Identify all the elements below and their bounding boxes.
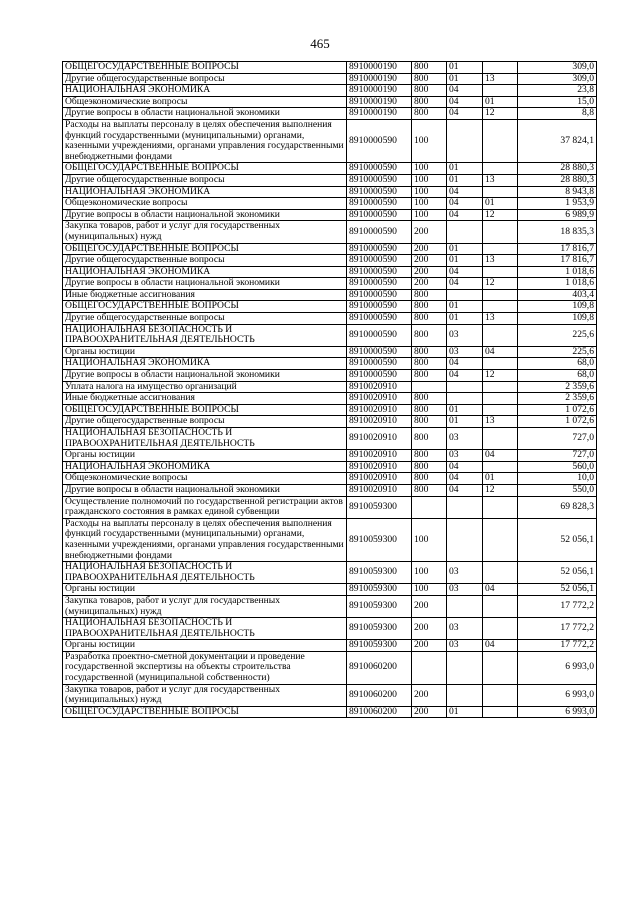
row-target-code-cell: 8910020910 — [347, 404, 412, 416]
row-expense-type-cell: 800 — [412, 370, 447, 382]
table-row — [63, 108, 597, 120]
row-expense-type-cell: 800 — [412, 428, 447, 450]
row-expense-type-cell: 200 — [412, 684, 447, 706]
row-expense-type-cell: 800 — [412, 85, 447, 97]
table-row — [63, 119, 597, 162]
table-row — [63, 404, 597, 416]
row-target-code-cell: 8910000590 — [347, 313, 412, 325]
row-expense-type-cell: 800 — [412, 108, 447, 120]
row-section-cell — [447, 289, 483, 301]
table-row — [63, 209, 597, 221]
row-target-code-cell: 8910000590 — [347, 358, 412, 370]
table-row — [63, 584, 597, 596]
row-expense-type-cell: 200 — [412, 640, 447, 652]
row-target-code-cell: 8910000590 — [347, 301, 412, 313]
row-target-code-cell: 8910000590 — [347, 266, 412, 278]
row-subsection-cell — [483, 62, 518, 74]
row-expense-type-cell: 800 — [412, 473, 447, 485]
table-row — [63, 461, 597, 473]
row-subsection-cell: 04 — [483, 346, 518, 358]
row-section-cell: 03 — [447, 562, 483, 584]
row-section-cell: 04 — [447, 266, 483, 278]
table-row — [63, 651, 597, 684]
row-section-cell: 01 — [447, 404, 483, 416]
row-expense-type-cell: 800 — [412, 62, 447, 74]
row-subsection-cell — [483, 562, 518, 584]
row-amount-cell: 17 772,2 — [518, 595, 597, 617]
row-subsection-cell: 01 — [483, 198, 518, 210]
row-section-cell: 01 — [447, 243, 483, 255]
row-amount-cell: 37 824,1 — [518, 119, 597, 162]
row-expense-type-cell: 200 — [412, 278, 447, 290]
row-amount-cell: 17 816,7 — [518, 255, 597, 267]
row-target-code-cell: 8910000190 — [347, 96, 412, 108]
row-subsection-cell: 04 — [483, 640, 518, 652]
row-expense-type-cell: 200 — [412, 243, 447, 255]
row-name-cell: Другие общегосударственные вопросы — [63, 313, 347, 325]
row-name-cell: Другие вопросы в области национальной экономики — [63, 484, 347, 496]
table-row — [63, 289, 597, 301]
table-row — [63, 393, 597, 405]
row-amount-cell: 2 359,6 — [518, 381, 597, 393]
row-target-code-cell: 8910000590 — [347, 346, 412, 358]
row-subsection-cell — [483, 496, 518, 518]
row-amount-cell: 15,0 — [518, 96, 597, 108]
table-row — [63, 266, 597, 278]
row-expense-type-cell: 800 — [412, 461, 447, 473]
row-subsection-cell — [483, 266, 518, 278]
row-amount-cell: 550,0 — [518, 484, 597, 496]
row-section-cell: 04 — [447, 85, 483, 97]
row-target-code-cell: 8910000590 — [347, 255, 412, 267]
row-name-cell: Другие общегосударственные вопросы — [63, 416, 347, 428]
table-row — [63, 85, 597, 97]
row-section-cell: 01 — [447, 313, 483, 325]
row-expense-type-cell: 100 — [412, 119, 447, 162]
row-expense-type-cell: 800 — [412, 484, 447, 496]
row-name-cell: НАЦИОНАЛЬНАЯ БЕЗОПАСНОСТЬ И ПРАВООХРАНИТЕЛЬНАЯ ДЕЯТЕЛЬНОСТЬ — [63, 428, 347, 450]
row-name-cell: ОБЩЕГОСУДАРСТВЕННЫЕ ВОПРОСЫ — [63, 706, 347, 718]
budget-table-body — [63, 62, 597, 718]
table-row — [63, 62, 597, 74]
row-subsection-cell — [483, 404, 518, 416]
row-name-cell: Другие вопросы в области национальной экономики — [63, 108, 347, 120]
row-expense-type-cell: 800 — [412, 313, 447, 325]
page-number: 465 — [310, 36, 330, 51]
table-row — [63, 255, 597, 267]
row-subsection-cell — [483, 381, 518, 393]
row-amount-cell: 17 772,2 — [518, 618, 597, 640]
row-name-cell: Закупка товаров, работ и услуг для государственных (муниципальных) нужд — [63, 595, 347, 617]
row-amount-cell: 52 056,1 — [518, 562, 597, 584]
row-name-cell: ОБЩЕГОСУДАРСТВЕННЫЕ ВОПРОСЫ — [63, 301, 347, 313]
row-subsection-cell — [483, 428, 518, 450]
row-name-cell: Органы юстиции — [63, 584, 347, 596]
table-row — [63, 618, 597, 640]
row-subsection-cell — [483, 289, 518, 301]
row-name-cell: ОБЩЕГОСУДАРСТВЕННЫЕ ВОПРОСЫ — [63, 163, 347, 175]
row-name-cell: Органы юстиции — [63, 346, 347, 358]
row-section-cell: 03 — [447, 640, 483, 652]
row-amount-cell: 17 816,7 — [518, 243, 597, 255]
table-row — [63, 684, 597, 706]
row-target-code-cell: 8910000590 — [347, 163, 412, 175]
row-target-code-cell: 8910059300 — [347, 584, 412, 596]
row-subsection-cell — [483, 163, 518, 175]
row-target-code-cell: 8910020910 — [347, 484, 412, 496]
row-name-cell: Иные бюджетные ассигнования — [63, 393, 347, 405]
row-section-cell: 04 — [447, 484, 483, 496]
row-expense-type-cell: 800 — [412, 346, 447, 358]
row-target-code-cell: 8910020910 — [347, 428, 412, 450]
row-name-cell: ОБЩЕГОСУДАРСТВЕННЫЕ ВОПРОСЫ — [63, 62, 347, 74]
row-subsection-cell: 04 — [483, 584, 518, 596]
row-subsection-cell: 01 — [483, 96, 518, 108]
table-row — [63, 73, 597, 85]
row-amount-cell: 403,4 — [518, 289, 597, 301]
row-target-code-cell: 8910020910 — [347, 381, 412, 393]
row-amount-cell: 17 772,2 — [518, 640, 597, 652]
row-amount-cell: 1 953,9 — [518, 198, 597, 210]
table-row — [63, 324, 597, 346]
row-amount-cell: 6 993,0 — [518, 684, 597, 706]
row-expense-type-cell: 200 — [412, 595, 447, 617]
row-expense-type-cell: 200 — [412, 706, 447, 718]
row-section-cell — [447, 221, 483, 243]
row-expense-type-cell: 100 — [412, 198, 447, 210]
row-expense-type-cell: 200 — [412, 266, 447, 278]
row-target-code-cell: 8910000590 — [347, 119, 412, 162]
row-section-cell: 01 — [447, 301, 483, 313]
row-amount-cell: 225,6 — [518, 346, 597, 358]
table-row — [63, 346, 597, 358]
row-amount-cell: 8 943,8 — [518, 186, 597, 198]
row-name-cell: Расходы на выплаты персоналу в целях обеспечения выполнения функций государственными (муниципальными) органами, казенными учреждениями, органами управления государственными внебюджетными фондами — [63, 518, 347, 561]
row-section-cell: 03 — [447, 450, 483, 462]
row-section-cell: 03 — [447, 618, 483, 640]
row-subsection-cell: 12 — [483, 108, 518, 120]
row-subsection-cell — [483, 324, 518, 346]
row-name-cell: Уплата налога на имущество организаций — [63, 381, 347, 393]
row-amount-cell: 69 828,3 — [518, 496, 597, 518]
table-row — [63, 313, 597, 325]
row-section-cell — [447, 381, 483, 393]
row-expense-type-cell: 800 — [412, 450, 447, 462]
row-subsection-cell — [483, 301, 518, 313]
table-row — [63, 174, 597, 186]
row-subsection-cell — [483, 243, 518, 255]
table-row — [63, 706, 597, 718]
table-row — [63, 358, 597, 370]
table-row — [63, 562, 597, 584]
table-row — [63, 518, 597, 561]
row-target-code-cell: 8910000590 — [347, 370, 412, 382]
table-row — [63, 243, 597, 255]
row-name-cell: Другие общегосударственные вопросы — [63, 73, 347, 85]
row-name-cell: НАЦИОНАЛЬНАЯ ЭКОНОМИКА — [63, 461, 347, 473]
row-section-cell: 01 — [447, 255, 483, 267]
row-section-cell — [447, 393, 483, 405]
row-target-code-cell: 8910020910 — [347, 416, 412, 428]
row-name-cell: Общеэкономические вопросы — [63, 198, 347, 210]
row-name-cell: НАЦИОНАЛЬНАЯ ЭКОНОМИКА — [63, 85, 347, 97]
row-target-code-cell: 8910020910 — [347, 461, 412, 473]
row-expense-type-cell: 200 — [412, 618, 447, 640]
row-subsection-cell — [483, 119, 518, 162]
row-name-cell: Органы юстиции — [63, 640, 347, 652]
row-subsection-cell: 12 — [483, 278, 518, 290]
row-amount-cell: 2 359,6 — [518, 393, 597, 405]
row-target-code-cell: 8910000590 — [347, 198, 412, 210]
row-subsection-cell: 01 — [483, 473, 518, 485]
row-expense-type-cell: 100 — [412, 174, 447, 186]
row-expense-type-cell: 800 — [412, 73, 447, 85]
row-name-cell: НАЦИОНАЛЬНАЯ БЕЗОПАСНОСТЬ И ПРАВООХРАНИТЕЛЬНАЯ ДЕЯТЕЛЬНОСТЬ — [63, 562, 347, 584]
row-target-code-cell: 8910000190 — [347, 108, 412, 120]
row-subsection-cell — [483, 595, 518, 617]
table-row — [63, 381, 597, 393]
row-target-code-cell: 8910020910 — [347, 473, 412, 485]
table-row — [63, 370, 597, 382]
row-section-cell: 03 — [447, 584, 483, 596]
row-name-cell: Другие вопросы в области национальной экономики — [63, 370, 347, 382]
row-subsection-cell: 12 — [483, 370, 518, 382]
row-expense-type-cell: 800 — [412, 358, 447, 370]
row-section-cell: 01 — [447, 62, 483, 74]
row-name-cell: Общеэкономические вопросы — [63, 96, 347, 108]
row-section-cell: 01 — [447, 73, 483, 85]
row-target-code-cell: 8910060200 — [347, 684, 412, 706]
row-section-cell: 03 — [447, 346, 483, 358]
row-amount-cell: 109,8 — [518, 313, 597, 325]
row-subsection-cell — [483, 518, 518, 561]
row-section-cell: 04 — [447, 461, 483, 473]
row-subsection-cell — [483, 221, 518, 243]
row-expense-type-cell — [412, 651, 447, 684]
row-amount-cell: 28 880,3 — [518, 163, 597, 175]
table-row — [63, 595, 597, 617]
row-subsection-cell: 04 — [483, 450, 518, 462]
row-expense-type-cell: 800 — [412, 404, 447, 416]
table-row — [63, 163, 597, 175]
row-section-cell: 03 — [447, 428, 483, 450]
row-target-code-cell: 8910020910 — [347, 450, 412, 462]
row-section-cell: 04 — [447, 209, 483, 221]
row-section-cell: 04 — [447, 358, 483, 370]
row-name-cell: Другие вопросы в области национальной экономики — [63, 209, 347, 221]
row-amount-cell: 28 880,3 — [518, 174, 597, 186]
row-name-cell: Разработка проектно-сметной документации и проведение государственной экспертизы на объекты строительства государственной (муниципальной собственности) — [63, 651, 347, 684]
row-expense-type-cell: 100 — [412, 584, 447, 596]
row-target-code-cell: 8910000590 — [347, 209, 412, 221]
row-expense-type-cell: 800 — [412, 416, 447, 428]
row-expense-type-cell: 800 — [412, 289, 447, 301]
row-subsection-cell: 12 — [483, 484, 518, 496]
row-name-cell: НАЦИОНАЛЬНАЯ ЭКОНОМИКА — [63, 186, 347, 198]
row-section-cell — [447, 119, 483, 162]
row-expense-type-cell — [412, 381, 447, 393]
row-target-code-cell: 8910059300 — [347, 562, 412, 584]
row-target-code-cell: 8910000590 — [347, 221, 412, 243]
row-name-cell: НАЦИОНАЛЬНАЯ ЭКОНОМИКА — [63, 266, 347, 278]
row-subsection-cell — [483, 358, 518, 370]
row-expense-type-cell: 100 — [412, 163, 447, 175]
row-section-cell: 01 — [447, 174, 483, 186]
row-target-code-cell: 8910059300 — [347, 618, 412, 640]
row-target-code-cell: 8910060200 — [347, 706, 412, 718]
row-amount-cell: 68,0 — [518, 370, 597, 382]
row-target-code-cell: 8910000590 — [347, 186, 412, 198]
budget-table — [62, 61, 597, 718]
row-name-cell: НАЦИОНАЛЬНАЯ ЭКОНОМИКА — [63, 358, 347, 370]
row-target-code-cell: 8910000190 — [347, 62, 412, 74]
row-section-cell: 01 — [447, 163, 483, 175]
row-section-cell — [447, 595, 483, 617]
row-expense-type-cell: 800 — [412, 324, 447, 346]
row-amount-cell: 560,0 — [518, 461, 597, 473]
row-section-cell: 04 — [447, 278, 483, 290]
row-section-cell: 04 — [447, 96, 483, 108]
row-subsection-cell — [483, 684, 518, 706]
row-name-cell: Осуществление полномочий по государственной регистрации актов гражданского состояния в рамках единой субвенции — [63, 496, 347, 518]
row-expense-type-cell: 800 — [412, 96, 447, 108]
row-amount-cell: 10,0 — [518, 473, 597, 485]
row-name-cell: НАЦИОНАЛЬНАЯ БЕЗОПАСНОСТЬ И ПРАВООХРАНИТЕЛЬНАЯ ДЕЯТЕЛЬНОСТЬ — [63, 618, 347, 640]
row-amount-cell: 6 989,9 — [518, 209, 597, 221]
table-row — [63, 416, 597, 428]
row-amount-cell: 18 835,3 — [518, 221, 597, 243]
row-amount-cell: 727,0 — [518, 428, 597, 450]
row-target-code-cell: 8910020910 — [347, 393, 412, 405]
row-expense-type-cell: 200 — [412, 221, 447, 243]
row-amount-cell: 1 072,6 — [518, 404, 597, 416]
row-amount-cell: 23,8 — [518, 85, 597, 97]
table-row — [63, 186, 597, 198]
row-target-code-cell: 8910059300 — [347, 518, 412, 561]
row-subsection-cell — [483, 618, 518, 640]
row-subsection-cell — [483, 186, 518, 198]
row-amount-cell: 1 072,6 — [518, 416, 597, 428]
table-row — [63, 473, 597, 485]
table-row — [63, 640, 597, 652]
row-expense-type-cell: 800 — [412, 301, 447, 313]
row-section-cell: 04 — [447, 108, 483, 120]
row-name-cell: Иные бюджетные ассигнования — [63, 289, 347, 301]
row-amount-cell: 309,0 — [518, 62, 597, 74]
row-subsection-cell — [483, 651, 518, 684]
row-subsection-cell: 13 — [483, 313, 518, 325]
row-section-cell: 01 — [447, 706, 483, 718]
row-amount-cell: 309,0 — [518, 73, 597, 85]
row-name-cell: Закупка товаров, работ и услуг для государственных (муниципальных) нужд — [63, 684, 347, 706]
table-row — [63, 96, 597, 108]
row-amount-cell: 1 018,6 — [518, 278, 597, 290]
table-row — [63, 198, 597, 210]
row-target-code-cell: 8910000590 — [347, 174, 412, 186]
table-row — [63, 484, 597, 496]
row-expense-type-cell: 200 — [412, 255, 447, 267]
row-name-cell: ОБЩЕГОСУДАРСТВЕННЫЕ ВОПРОСЫ — [63, 404, 347, 416]
row-target-code-cell: 8910000590 — [347, 289, 412, 301]
row-target-code-cell: 8910000190 — [347, 73, 412, 85]
row-name-cell: Органы юстиции — [63, 450, 347, 462]
row-section-cell — [447, 684, 483, 706]
row-section-cell — [447, 518, 483, 561]
row-name-cell: Закупка товаров, работ и услуг для государственных (муниципальных) нужд — [63, 221, 347, 243]
row-expense-type-cell: 100 — [412, 209, 447, 221]
row-subsection-cell — [483, 461, 518, 473]
row-section-cell — [447, 496, 483, 518]
row-amount-cell: 727,0 — [518, 450, 597, 462]
row-expense-type-cell: 100 — [412, 518, 447, 561]
row-name-cell: Другие вопросы в области национальной экономики — [63, 278, 347, 290]
row-subsection-cell — [483, 85, 518, 97]
row-section-cell: 04 — [447, 473, 483, 485]
row-amount-cell: 68,0 — [518, 358, 597, 370]
row-name-cell: ОБЩЕГОСУДАРСТВЕННЫЕ ВОПРОСЫ — [63, 243, 347, 255]
row-expense-type-cell: 100 — [412, 186, 447, 198]
row-section-cell: 01 — [447, 416, 483, 428]
row-target-code-cell: 8910000590 — [347, 324, 412, 346]
row-expense-type-cell: 100 — [412, 562, 447, 584]
row-subsection-cell: 13 — [483, 174, 518, 186]
row-target-code-cell: 8910000190 — [347, 85, 412, 97]
table-row — [63, 450, 597, 462]
table-row — [63, 221, 597, 243]
row-amount-cell: 6 993,0 — [518, 706, 597, 718]
table-row — [63, 428, 597, 450]
row-subsection-cell: 13 — [483, 73, 518, 85]
table-row — [63, 496, 597, 518]
row-subsection-cell — [483, 393, 518, 405]
row-section-cell — [447, 651, 483, 684]
row-target-code-cell: 8910059300 — [347, 496, 412, 518]
row-subsection-cell: 12 — [483, 209, 518, 221]
row-name-cell: Общеэкономические вопросы — [63, 473, 347, 485]
row-name-cell: НАЦИОНАЛЬНАЯ БЕЗОПАСНОСТЬ И ПРАВООХРАНИТЕЛЬНАЯ ДЕЯТЕЛЬНОСТЬ — [63, 324, 347, 346]
row-amount-cell: 1 018,6 — [518, 266, 597, 278]
row-target-code-cell: 8910000590 — [347, 278, 412, 290]
row-subsection-cell: 13 — [483, 255, 518, 267]
table-row — [63, 278, 597, 290]
row-target-code-cell: 8910059300 — [347, 595, 412, 617]
table-row — [63, 301, 597, 313]
row-section-cell: 04 — [447, 370, 483, 382]
row-subsection-cell: 13 — [483, 416, 518, 428]
row-amount-cell: 6 993,0 — [518, 651, 597, 684]
row-section-cell: 03 — [447, 324, 483, 346]
row-target-code-cell: 8910000590 — [347, 243, 412, 255]
row-amount-cell: 109,8 — [518, 301, 597, 313]
row-amount-cell: 52 056,1 — [518, 518, 597, 561]
row-target-code-cell: 8910060200 — [347, 651, 412, 684]
row-expense-type-cell — [412, 496, 447, 518]
row-name-cell: Другие общегосударственные вопросы — [63, 174, 347, 186]
row-expense-type-cell: 800 — [412, 393, 447, 405]
row-name-cell: Расходы на выплаты персоналу в целях обеспечения выполнения функций государственными (муниципальными) органами, казенными учреждениями, органами управления государственными внебюджетными фондами — [63, 119, 347, 162]
row-section-cell: 04 — [447, 198, 483, 210]
row-amount-cell: 8,8 — [518, 108, 597, 120]
row-target-code-cell: 8910059300 — [347, 640, 412, 652]
row-section-cell: 04 — [447, 186, 483, 198]
row-name-cell: Другие общегосударственные вопросы — [63, 255, 347, 267]
row-amount-cell: 225,6 — [518, 324, 597, 346]
row-subsection-cell — [483, 706, 518, 718]
row-amount-cell: 52 056,1 — [518, 584, 597, 596]
